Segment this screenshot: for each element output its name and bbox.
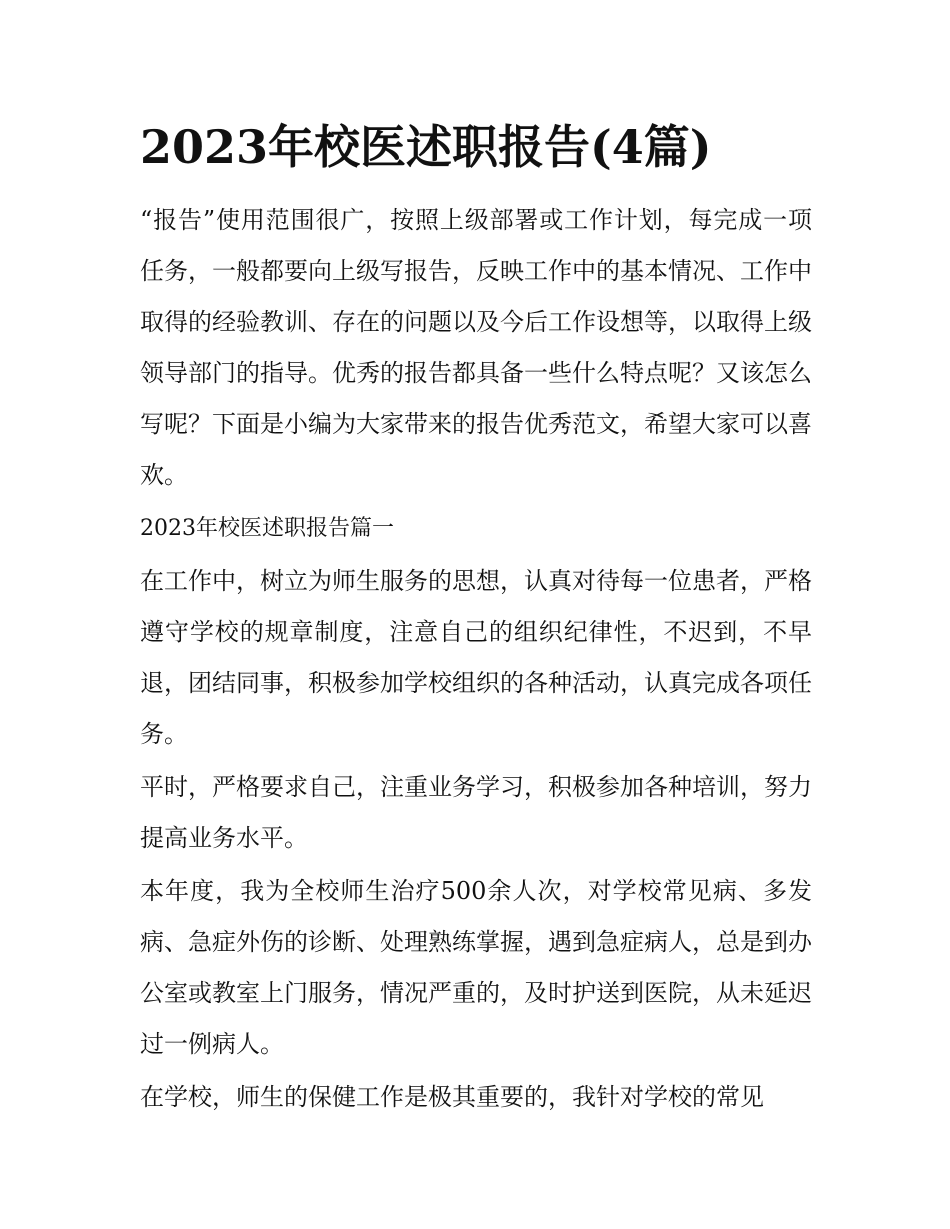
body-paragraph-2: 平时，严格要求自己，注重业务学习，积极参加各种培训，努力提高业务水平。 (140, 773, 812, 852)
body-paragraph-4: 在学校，师生的保健工作是极其重要的，我针对学校的常见 (140, 1083, 764, 1111)
section-heading: 2023年校医述职报告篇一 (140, 516, 394, 541)
body-paragraph-3: 本年度，我为全校师生治疗500余人次，对学校常见病、多发病、急症外伤的诊断、处理熟练掌握，遇到急症病人，总是到办公室或教室上门服务，情况严重的，及时护送到医院，从未延迟过一例病人。 (140, 877, 812, 1058)
body-paragraph-1: 在工作中，树立为师生服务的思想，认真对待每一位患者，严格遵守学校的规章制度，注意自己的组织纪律性，不迟到，不早退，团结同事，积极参加学校组织的各种活动，认真完成各项任务。 (140, 567, 812, 748)
document-title: 2023年校医述职报告(4篇) (140, 120, 712, 174)
intro-paragraph: “报告”使用范围很广，按照上级部署或工作计划，每完成一项任务，一般都要向上级写报告，反映工作中的基本情况、工作中取得的经验教训、存在的问题以及今后工作设想等，以取得上级领导部门的指导。优秀的报告都具备一些什么特点呢？又该怎么写呢？下面是小编为大家带来的报告优秀范文，希望大家可以喜欢。 (140, 206, 812, 489)
document-body (140, 115, 812, 1125)
